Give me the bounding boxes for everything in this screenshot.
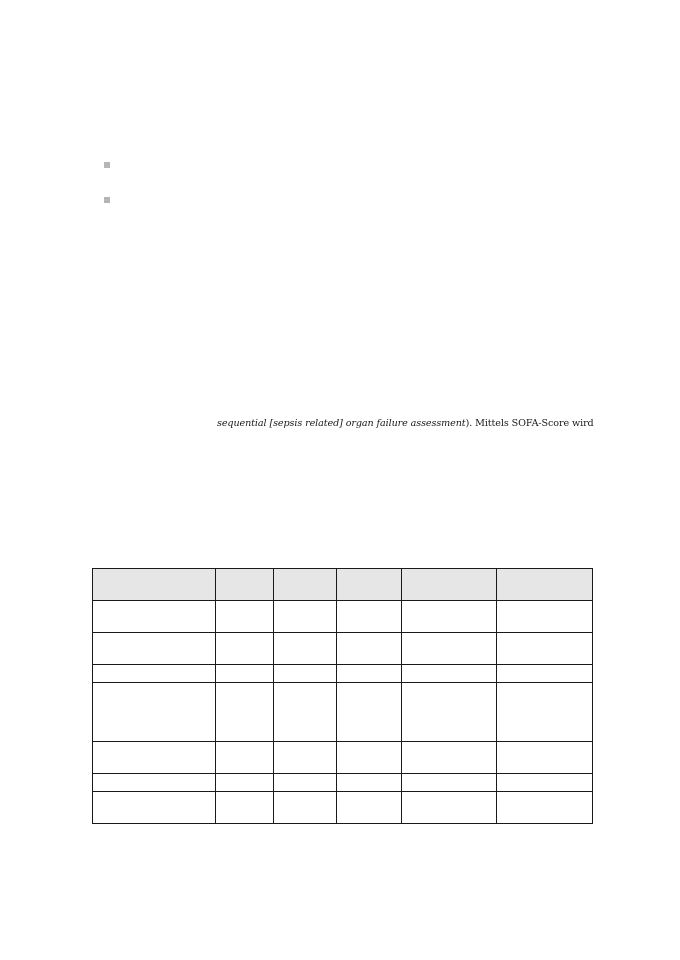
table-header-cell	[402, 569, 497, 601]
table-cell	[274, 665, 337, 683]
table-cell	[402, 742, 497, 774]
table-cell	[337, 742, 402, 774]
table-cell	[402, 665, 497, 683]
table-cell	[216, 665, 274, 683]
table-cell	[93, 665, 216, 683]
table-header-cell	[497, 569, 593, 601]
table-cell	[402, 683, 497, 742]
table-cell	[497, 774, 593, 792]
table-cell	[93, 601, 216, 633]
table-header-cell	[274, 569, 337, 601]
table-cell	[274, 683, 337, 742]
table-cell	[216, 792, 274, 824]
table-row	[93, 742, 593, 774]
body-text-line	[217, 417, 592, 431]
sofa-score-table	[92, 568, 593, 824]
table-row	[93, 601, 593, 633]
body-text: ). Mittels SOFA-Score wird	[465, 418, 594, 429]
table-cell	[497, 633, 593, 665]
table-cell	[274, 792, 337, 824]
table-cell	[497, 665, 593, 683]
table-cell	[497, 683, 593, 742]
table-cell	[93, 774, 216, 792]
table-cell	[216, 742, 274, 774]
table-cell	[337, 683, 402, 742]
table-cell	[93, 633, 216, 665]
table-cell	[93, 742, 216, 774]
table-cell	[402, 633, 497, 665]
table-cell	[274, 742, 337, 774]
table-header-cell	[337, 569, 402, 601]
square-bullet-icon	[104, 162, 110, 168]
table-cell	[216, 774, 274, 792]
table-cell	[497, 742, 593, 774]
table-cell	[497, 792, 593, 824]
table-cell	[337, 665, 402, 683]
table-cell	[402, 792, 497, 824]
table-cell	[337, 792, 402, 824]
table-row	[93, 665, 593, 683]
italic-term: sequential [sepsis related] organ failure assessment	[217, 418, 466, 429]
square-bullet-icon	[104, 197, 110, 203]
table-cell	[337, 601, 402, 633]
table-cell	[274, 601, 337, 633]
table-cell	[274, 774, 337, 792]
table-row	[93, 792, 593, 824]
table-row	[93, 683, 593, 742]
table-header-row	[93, 569, 593, 601]
table-cell	[497, 601, 593, 633]
table-cell	[337, 774, 402, 792]
table-cell	[402, 601, 497, 633]
table-cell	[216, 633, 274, 665]
table-cell	[216, 601, 274, 633]
table-cell	[274, 633, 337, 665]
table-cell	[402, 774, 497, 792]
table-row	[93, 774, 593, 792]
table-cell	[93, 792, 216, 824]
table-cell	[93, 683, 216, 742]
table-header-cell	[216, 569, 274, 601]
table-cell	[337, 633, 402, 665]
table-cell	[216, 683, 274, 742]
table-row	[93, 633, 593, 665]
table-header-cell	[93, 569, 216, 601]
